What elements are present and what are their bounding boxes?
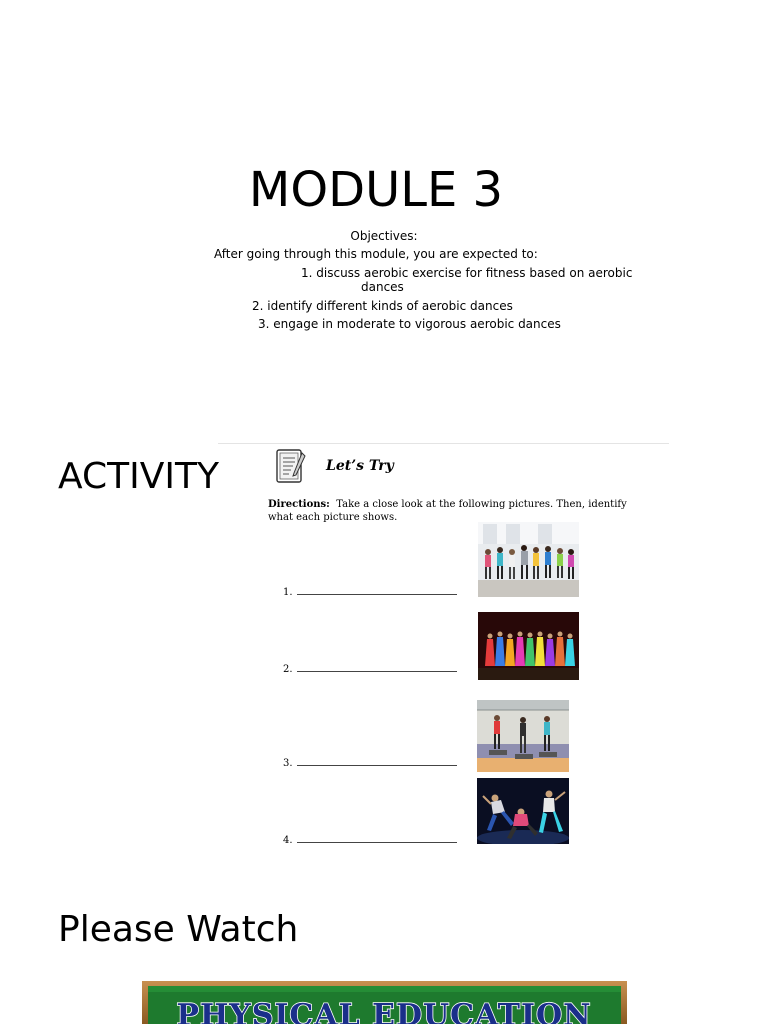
answer-line-1 (283, 586, 457, 598)
objectives-heading: Objectives: (350, 229, 418, 243)
objectives-intro: After going through this module, you are expected to: (214, 247, 538, 261)
answer-number: 1. (283, 587, 293, 598)
answer-line-2 (283, 663, 457, 675)
please-watch-title: Please Watch (58, 909, 299, 950)
module-title: MODULE 3 (248, 162, 504, 218)
answer-line-3 (283, 757, 457, 769)
answer-line-4 (283, 834, 457, 846)
answer-blank (297, 834, 457, 843)
directions-label: Directions: (268, 499, 330, 510)
directions-text: Take a close look at the following pictures. Then, identify what each picture shows. (268, 499, 627, 523)
video-thumbnail[interactable] (142, 981, 627, 1024)
stage-dance-photo (478, 612, 579, 680)
answer-blank (297, 663, 457, 672)
worksheet-divider (218, 443, 669, 444)
objective-3: 3. engage in moderate to vigorous aerobic dances (258, 317, 561, 331)
activity-title: ACTIVITY (58, 456, 219, 497)
hip-hop-dance-photo (477, 778, 569, 844)
answer-blank (297, 757, 457, 766)
notebook-pencil-icon (275, 448, 307, 484)
answer-number: 4. (283, 835, 293, 846)
video-banner-text: PHYSICAL EDUCATION (176, 998, 592, 1024)
step-aerobics-photo (477, 700, 569, 772)
answer-number: 3. (283, 758, 293, 769)
objective-2: 2. identify different kinds of aerobic dances (252, 299, 513, 313)
dance-class-photo (478, 522, 579, 597)
objective-1: 1. discuss aerobic exercise for fitness based on aerobic (301, 266, 633, 280)
directions (268, 498, 648, 524)
objective-1-continued: dances (361, 280, 404, 294)
answer-number: 2. (283, 664, 293, 675)
lets-try-heading: Let’s Try (326, 458, 394, 474)
answer-blank (297, 586, 457, 595)
